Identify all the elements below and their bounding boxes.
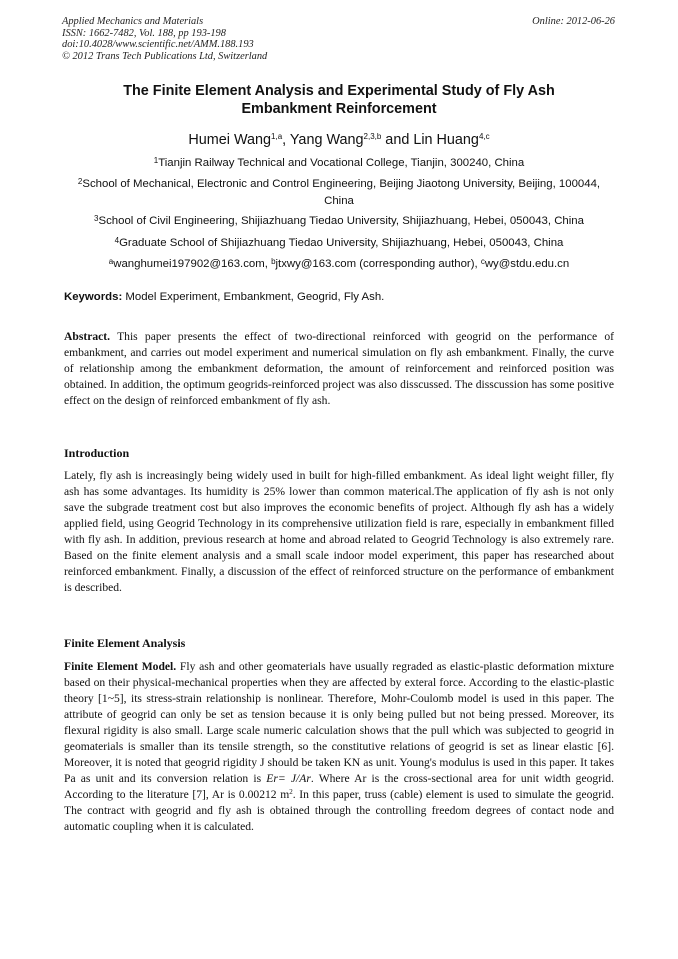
affiliation-4 — [64, 235, 614, 252]
email-c: wy@stdu.edu.cn — [484, 258, 570, 270]
affiliation-1 — [64, 155, 614, 172]
author-separator: , — [282, 132, 290, 148]
introduction-heading: Introduction — [64, 446, 130, 460]
keywords-label: Keywords: — [64, 291, 123, 303]
author-1-sup: 1,a — [271, 132, 283, 141]
author-3-name: Lin Huang — [413, 132, 479, 148]
introduction-text: Lately, fly ash is increasingly being widely used in built for high-filled embankment. As ideal light weight filler, fly ash has some advantages. Its humidity is 25% lower than common materical.The application of fly ash is not only save the subgrade treatment cost but also improves the economic benefits of project. Although fly ash has a widely applied field, using Geogrid Technology in its comprehensive utilization field is rare, especially in embankment filled with fly ash. In addition, previous research at home and abroad related to Geogrid Technology is also extremely rare. Based on the finite element analysis and a small scale indoor model experiment, this paper has researched about reinforced embankment. Finally, a discussion of the effect of reinforced structure on the performance of embankment is described. — [64, 469, 614, 594]
fea-paragraph — [64, 659, 614, 835]
affiliation-sup: 1 — [153, 156, 159, 165]
abstract — [64, 329, 614, 409]
author-list — [64, 131, 614, 149]
affiliation-text: School of Mechanical, Electronic and Control Engineering, Beijing Jiaotong University, Beijing, 100044, China — [82, 178, 601, 207]
author-separator: and — [381, 132, 414, 148]
journal-name: Applied Mechanics and Materials — [62, 16, 204, 27]
keywords-text: Model Experiment, Embankment, Geogrid, Fly Ash. — [122, 291, 385, 303]
author-2-sup: 2,3,b — [363, 132, 382, 141]
keywords — [64, 290, 614, 305]
abstract-text: This paper presents the effect of two-directional reinforced with geogrid on the performance of embankment, and carries out model experiment and numerical simulation on fly ash embankment. Finally, the curve of relationship among the embankment deformation, the amount of reinforcement and reinforced position was obtained. In addition, the optimum geogrids-reinforced project was also disscussed. The disscussion has some positive effect on the design of reinforced embankment of fly ash. — [64, 330, 614, 407]
fea-text-2: . Where Ar is the cross-sectional area for unit width geogrid. According to the literature [7], Ar is 0.00212 m — [64, 772, 615, 801]
author-3-sup: 4,c — [478, 132, 490, 141]
affiliation-3 — [64, 213, 614, 230]
doi-line: doi:10.4028/www.scientific.net/AMM.188.193 — [62, 39, 254, 51]
affiliation-sup: 3 — [94, 214, 99, 223]
abstract-label: Abstract. — [64, 330, 111, 343]
journal-meta — [62, 16, 267, 62]
email-b: jtxwy@163.com (corresponding author), — [275, 258, 481, 270]
email-sup-b: b — [271, 257, 276, 266]
issn-line: ISSN: 1662-7482, Vol. 188, pp 193-198 — [62, 27, 226, 39]
fea-model-label: Finite Element Model. — [64, 660, 177, 673]
affiliation-2 — [64, 176, 614, 210]
email-a: wanghumei197902@163.com, — [113, 258, 272, 270]
copyright-line: © 2012 Trans Tech Publications Ltd, Switzerland — [62, 50, 268, 62]
title-line-2: Embankment Reinforcement — [241, 100, 437, 117]
author-1-name: Humei Wang — [188, 132, 272, 148]
fea-heading: Finite Element Analysis — [64, 636, 186, 650]
affiliation-text: School of Civil Engineering, Shijiazhuang Tiedao University, Shijiazhuang, Hebei, 050043, China — [98, 215, 584, 227]
affiliation-text: Tianjin Railway Technical and Vocational College, Tianjin, 300240, China — [158, 157, 525, 169]
email-sup-c: c — [480, 257, 485, 266]
fea-text-1: Fly ash and other geomaterials have usually regraded as elastic-plastic deformation mixture based on their physical-mechanical properties when they are affected by exteral force. According to the elastic-plastic theory [1~5], its stress-strain relationship is nonlinear. Therefore, Mohr-Coulomb model is used in this paper. The attribute of geogrid can only be set as tension because it is only being pulled but not being pressed. Moreover, its flexural rigidity is also small. Large scale numeric calculation shows that the pull which was subjected to geogrid in geomaterials is smaller than its tensile strength, so the constitutive relations of geogrid is set as linear elastic [6]. Moreover, it is noted that geogrid rigidity J should be taken KN as unit. Young's modulus is used in this paper. It takes Pa as unit and its conversion relation is — [64, 660, 614, 785]
email-sup-a: a — [108, 257, 114, 266]
author-2-name: Yang Wang — [289, 132, 364, 148]
title-line-1: The Finite Element Analysis and Experimental Study of Fly Ash — [123, 83, 555, 99]
email-line — [64, 256, 614, 273]
fea-text-3: . In this paper, truss (cable) element is used to simulate the geogrid. The contract with geogrid and fly ash is obtained through the controlling freedom degrees of contact node and automatic coupling when it is calculated. — [64, 788, 614, 833]
paper-title — [64, 83, 614, 118]
fea-formula: Er= J/Ar — [266, 772, 311, 785]
affiliation-text: Graduate School of Shijiazhuang Tiedao University, Shijiazhuang, Hebei, 050043, China — [119, 237, 564, 249]
affiliation-sup: 4 — [114, 236, 120, 245]
online-date: Online: 2012-06-26 — [532, 16, 615, 27]
affiliation-sup: 2 — [77, 177, 83, 186]
fea-sup: 2 — [289, 788, 293, 796]
